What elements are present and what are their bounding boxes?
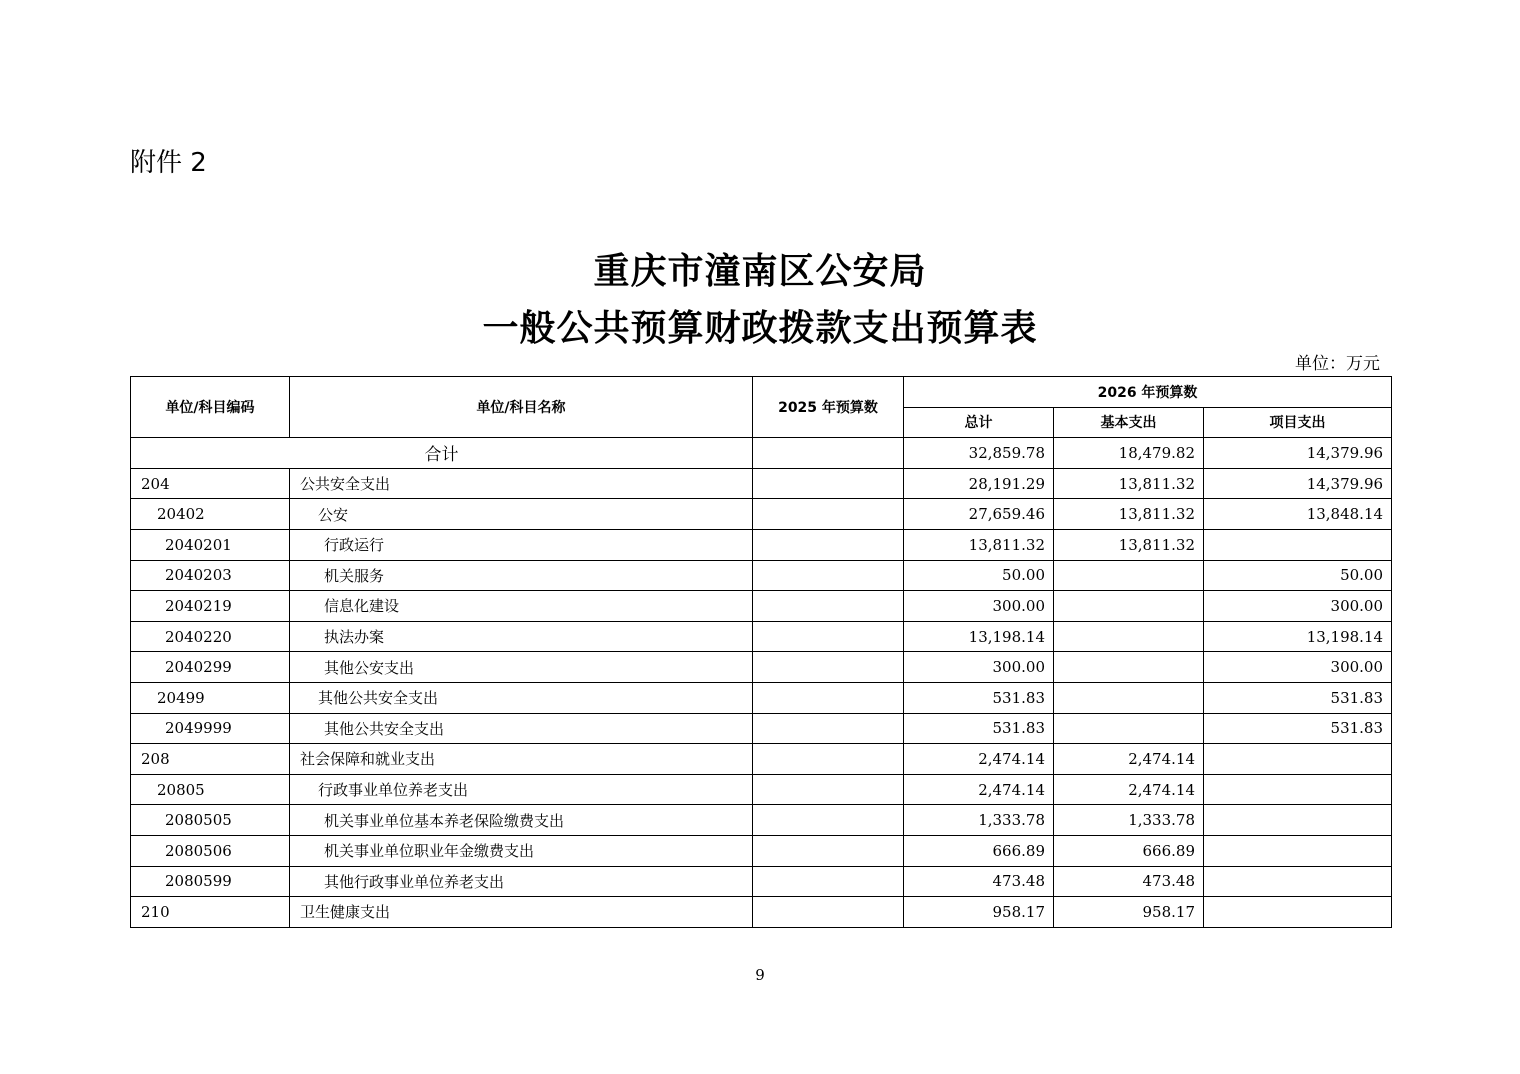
row-project: 50.00 — [1204, 560, 1392, 591]
row-basic: 13,811.32 — [1054, 529, 1204, 560]
row-budget-2025 — [753, 805, 904, 836]
row-code: 20402 — [131, 499, 290, 530]
row-budget-2025 — [753, 652, 904, 683]
row-code: 208 — [131, 744, 290, 775]
row-code: 2040219 — [131, 591, 290, 622]
table-row — [131, 468, 1392, 499]
row-project — [1204, 805, 1392, 836]
row-budget-2025 — [753, 744, 904, 775]
document-title-line1: 重庆市潼南区公安局 — [593, 251, 927, 292]
row-budget-2025 — [753, 866, 904, 897]
table-row — [131, 713, 1392, 744]
row-total: 666.89 — [904, 835, 1054, 866]
header-budget-2025: 2025 年预算数 — [753, 377, 904, 438]
page-number: 9 — [755, 966, 765, 984]
attachment-label: 附件 2 — [130, 148, 207, 178]
table-row — [131, 529, 1392, 560]
row-total: 28,191.29 — [904, 468, 1054, 499]
row-basic: 2,474.14 — [1054, 744, 1204, 775]
row-code: 2040203 — [131, 560, 290, 591]
header-project: 项目支出 — [1204, 407, 1392, 438]
row-project — [1204, 744, 1392, 775]
table-row — [131, 897, 1392, 928]
row-basic: 473.48 — [1054, 866, 1204, 897]
table-row — [131, 621, 1392, 652]
total-row-budget-2025 — [753, 438, 904, 469]
table-row — [131, 835, 1392, 866]
table-row — [131, 652, 1392, 683]
row-basic: 2,474.14 — [1054, 774, 1204, 805]
row-total: 531.83 — [904, 682, 1054, 713]
row-code: 2049999 — [131, 713, 290, 744]
row-budget-2025 — [753, 897, 904, 928]
row-name: 公安 — [290, 499, 753, 530]
row-basic — [1054, 713, 1204, 744]
table-row — [131, 774, 1392, 805]
header-name: 单位/科目名称 — [290, 377, 753, 438]
row-total: 13,811.32 — [904, 529, 1054, 560]
row-total: 300.00 — [904, 591, 1054, 622]
table-row — [131, 744, 1392, 775]
row-project: 531.83 — [1204, 682, 1392, 713]
table-row — [131, 499, 1392, 530]
row-project: 13,198.14 — [1204, 621, 1392, 652]
row-basic: 1,333.78 — [1054, 805, 1204, 836]
row-budget-2025 — [753, 713, 904, 744]
row-project — [1204, 866, 1392, 897]
row-project: 531.83 — [1204, 713, 1392, 744]
row-budget-2025 — [753, 682, 904, 713]
row-basic — [1054, 591, 1204, 622]
row-project: 14,379.96 — [1204, 468, 1392, 499]
row-code: 2040299 — [131, 652, 290, 683]
row-total: 13,198.14 — [904, 621, 1054, 652]
total-row-project: 14,379.96 — [1204, 438, 1392, 469]
row-name: 执法办案 — [290, 621, 753, 652]
row-basic — [1054, 652, 1204, 683]
unit-label: 单位：万元 — [1295, 354, 1380, 374]
header-code: 单位/科目编码 — [131, 377, 290, 438]
row-code: 20805 — [131, 774, 290, 805]
row-name: 其他公安支出 — [290, 652, 753, 683]
row-basic: 666.89 — [1054, 835, 1204, 866]
row-project — [1204, 835, 1392, 866]
row-code: 2080505 — [131, 805, 290, 836]
row-budget-2025 — [753, 591, 904, 622]
row-budget-2025 — [753, 560, 904, 591]
row-total: 300.00 — [904, 652, 1054, 683]
row-name: 公共安全支出 — [290, 468, 753, 499]
row-budget-2025 — [753, 621, 904, 652]
row-budget-2025 — [753, 499, 904, 530]
total-row-total: 32,859.78 — [904, 438, 1054, 469]
row-code: 2080599 — [131, 866, 290, 897]
total-row-basic: 18,479.82 — [1054, 438, 1204, 469]
document-title-line2: 一般公共预算财政拨款支出预算表 — [482, 308, 1038, 349]
row-name: 行政运行 — [290, 529, 753, 560]
row-name: 卫生健康支出 — [290, 897, 753, 928]
row-project: 300.00 — [1204, 652, 1392, 683]
table-row — [131, 560, 1392, 591]
table-row — [131, 682, 1392, 713]
row-budget-2025 — [753, 835, 904, 866]
table-row — [131, 591, 1392, 622]
row-basic: 13,811.32 — [1054, 468, 1204, 499]
total-row-label: 合计 — [131, 438, 753, 469]
header-basic: 基本支出 — [1054, 407, 1204, 438]
row-basic — [1054, 560, 1204, 591]
row-budget-2025 — [753, 468, 904, 499]
row-code: 2080506 — [131, 835, 290, 866]
row-basic — [1054, 621, 1204, 652]
row-total: 473.48 — [904, 866, 1054, 897]
row-name: 机关事业单位基本养老保险缴费支出 — [290, 805, 753, 836]
row-total: 50.00 — [904, 560, 1054, 591]
header-total: 总计 — [904, 407, 1054, 438]
total-row — [131, 438, 1392, 469]
table-row — [131, 866, 1392, 897]
row-total: 958.17 — [904, 897, 1054, 928]
budget-table — [130, 376, 1392, 928]
row-basic: 13,811.32 — [1054, 499, 1204, 530]
row-basic: 958.17 — [1054, 897, 1204, 928]
row-name: 行政事业单位养老支出 — [290, 774, 753, 805]
row-name: 机关事业单位职业年金缴费支出 — [290, 835, 753, 866]
row-name: 其他公共安全支出 — [290, 713, 753, 744]
row-name: 其他行政事业单位养老支出 — [290, 866, 753, 897]
row-project: 13,848.14 — [1204, 499, 1392, 530]
row-total: 2,474.14 — [904, 744, 1054, 775]
row-budget-2025 — [753, 774, 904, 805]
table-body — [131, 438, 1392, 928]
row-project — [1204, 897, 1392, 928]
row-code: 20499 — [131, 682, 290, 713]
header-budget-2026: 2026 年预算数 — [904, 377, 1392, 408]
row-name: 信息化建设 — [290, 591, 753, 622]
row-total: 2,474.14 — [904, 774, 1054, 805]
row-project — [1204, 529, 1392, 560]
row-code: 210 — [131, 897, 290, 928]
row-code: 204 — [131, 468, 290, 499]
row-name: 机关服务 — [290, 560, 753, 591]
row-project: 300.00 — [1204, 591, 1392, 622]
row-name: 其他公共安全支出 — [290, 682, 753, 713]
row-budget-2025 — [753, 529, 904, 560]
row-total: 531.83 — [904, 713, 1054, 744]
row-total: 1,333.78 — [904, 805, 1054, 836]
row-total: 27,659.46 — [904, 499, 1054, 530]
row-code: 2040220 — [131, 621, 290, 652]
row-project — [1204, 774, 1392, 805]
table-row — [131, 805, 1392, 836]
row-name: 社会保障和就业支出 — [290, 744, 753, 775]
row-code: 2040201 — [131, 529, 290, 560]
row-basic — [1054, 682, 1204, 713]
